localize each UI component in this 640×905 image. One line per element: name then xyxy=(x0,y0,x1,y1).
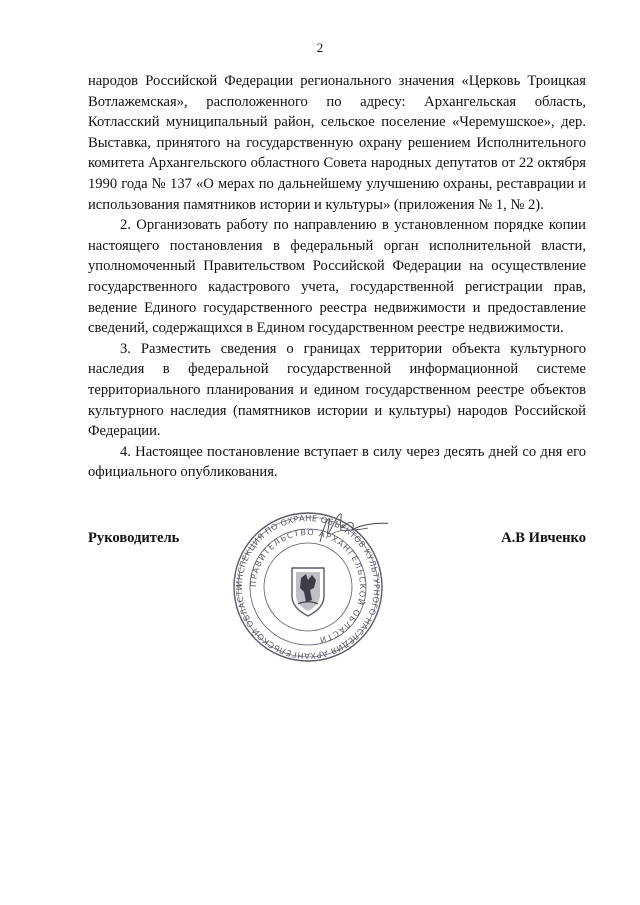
signature-block xyxy=(88,530,586,554)
paragraph-1: народов Российской Федерации регионального значения «Церковь Троицкая Вотлажемская», расположенного по адресу: Архангельская область, Котласский муниципальный район, сельское поселение «Черемушское», дер. Выставка, принятого на государственную охрану решением Исполнительного комитета Архангельского областного Совета народных депутатов от 22 октября 1990 года № 137 «О мерах по дальнейшему улучшению охраны, реставрации и использования памятников истории и культуры» (приложения № 1, № 2). xyxy=(88,73,586,213)
paragraph-2: 2. Организовать работу по направлению в установленном порядке копии настоящего постановления в федеральный орган исполнительной власти, уполномоченный Правительством Российской Федерации на осуществление государственного кадастрового учета, государственной регистрации прав, ведение Единого государственного реестра недвижимости и предоставление сведений, содержащихся в Едином государственном реестре недвижимости. xyxy=(88,217,586,337)
svg-text:ИНСПЕКЦИЯ ПО ОХРАНЕ ОБЪЕКТОВ К: ИНСПЕКЦИЯ ПО ОХРАНЕ ОБЪЕКТОВ КУЛЬТУРНОГО НАСЛЕДИЯ АРХАНГЕЛЬСКОЙ ОБЛАСТИ xyxy=(233,512,383,662)
page-number: 2 xyxy=(316,40,324,55)
signer-name: А.В Ивченко xyxy=(501,530,586,546)
document-body xyxy=(88,71,586,483)
paragraph-4: 4. Настоящее постановление вступает в силу через десять дней со дня его официального опубликования. xyxy=(88,443,586,481)
svg-text:ПРАВИТЕЛЬСТВО АРХАНГЕЛЬСКОЙ ОБ: ПРАВИТЕЛЬСТВО АРХАНГЕЛЬСКОЙ ОБЛАСТИ xyxy=(248,527,368,645)
signer-title: Руководитель xyxy=(88,530,180,546)
coat-of-arms-icon xyxy=(292,568,324,616)
paragraph-3: 3. Разместить сведения о границах территории объекта культурного наследия в федеральной государственной информационной системе территориального планирования и едином государственном реестре объектов культурного наследия (памятников истории и культуры) народов Российской Федерации. xyxy=(88,340,586,440)
